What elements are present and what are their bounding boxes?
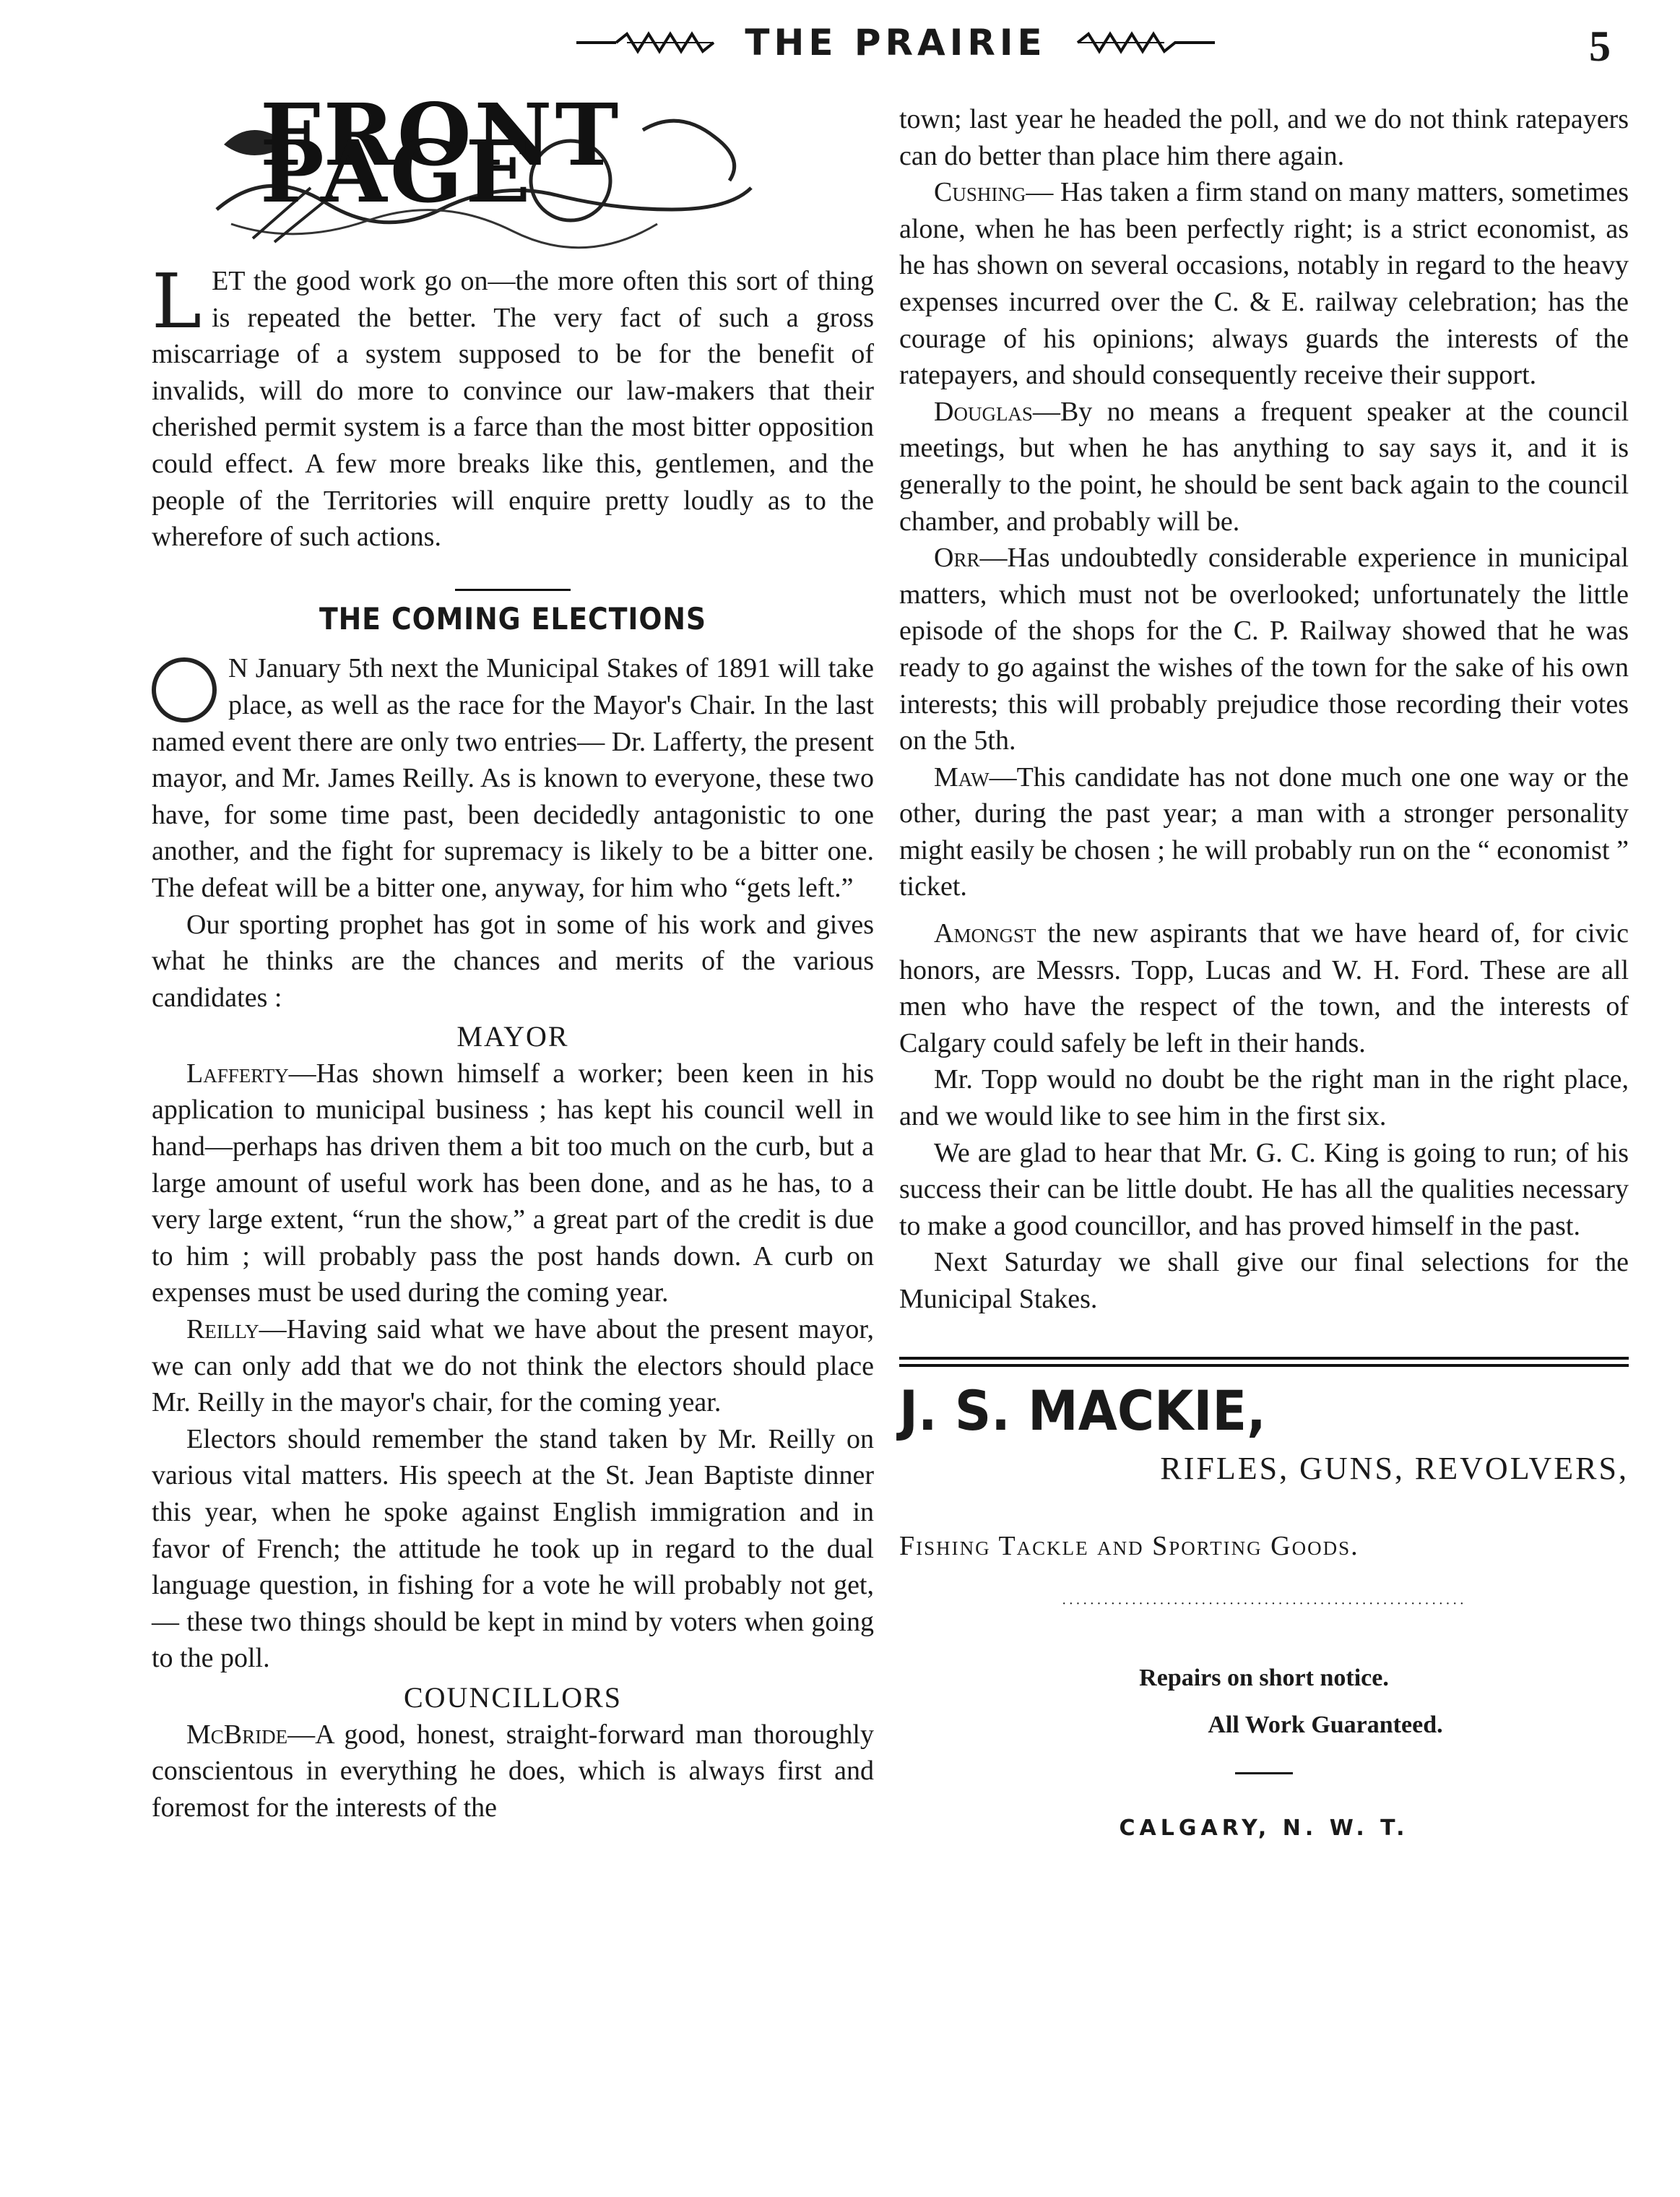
orr-text: —Has undoubtedly considerable experience in municipal matters, which must not be overlooked; unfortunately the little episode of the shops for the C. P. Railway showed that he was ready to go against the wishes of the town for the sake of his own interests; this will probably prejudice those recording their votes on the 5th. (899, 543, 1629, 756)
mcbride-continued: town; last year he headed the poll, and we do not think ratepayers can do better than place him there again. (899, 104, 1629, 171)
advertisement (899, 1357, 1629, 1847)
ad-rule-bottom (899, 1364, 1629, 1367)
sporting-prophet-paragraph: Our sporting prophet has got in some of his work and gives what he thinks are the chances and merits of the various candidates : (152, 909, 874, 1013)
ad-fishing-line: Fishing Tackle and Sporting Goods. (899, 1530, 1359, 1561)
orr-name: Orr (934, 543, 980, 574)
councillors-subhead: COUNCILLORS (403, 1680, 623, 1714)
masthead-title: THE PRAIRIE (745, 22, 1047, 64)
elections-intro-text: N January 5th next the Municipal Stakes of 1891 will take place, as well as the race for the Mayor's Chair. In the last named event there are only two entries— Dr. Lafferty, the present mayor, and Mr. James Reilly. As is known to everyone, these two have, for some time past, been decidedly antagonistic to one another, and the fight for supremacy is likely to be a bitter one. The defeat will be a bitter one, anyway, for him who “gets left.” (152, 653, 874, 903)
mcbride-paragraph (152, 1717, 874, 1826)
mcbride-name: McBride (186, 1719, 288, 1750)
amongst-name: Amongst (934, 918, 1036, 949)
amongst-text: the new aspirants that we have heard of, for civic honors, are Messrs. Topp, Lucas and W. H. Ford. These are all men who have the respect of the town, and the interests of Calgary could safely be left in their hands. (899, 918, 1629, 1058)
next-saturday-paragraph: Next Saturday we shall give our final selections for the Municipal Stakes. (899, 1247, 1629, 1314)
king-paragraph: We are glad to hear that Mr. G. C. King is going to run; of his success their can be little doubt. He has all the qualities necessary to make a good councillor, and has proved himself in the past. (899, 1137, 1629, 1241)
cushing-paragraph (899, 174, 1629, 394)
electors-paragraph: Electors should remember the stand taken by Mr. Reilly on various vital matters. His speech at the St. Jean Baptiste dinner this year, when he spoke against English immigration and in favor of French; the attitude he took up in regard to the dual language question, in fishing for a vote he will probably not get,— these two things should be kept in mind by voters when going to the poll. (152, 1423, 874, 1674)
douglas-text: —By no means a frequent speaker at the council meetings, but when he has anything to say says it, and it is generally to the point, he should be sent back again to the council chamber, and probably will be. (899, 396, 1629, 537)
ad-rifles-line: RIFLES, GUNS, REVOLVERS, (1160, 1451, 1629, 1487)
ad-location: CALGARY, N. W. T. (1119, 1816, 1409, 1842)
front-page-logo (209, 85, 758, 253)
reilly-name: Reilly (186, 1314, 259, 1345)
left-ornament-icon (573, 28, 724, 57)
mcbride-text: —A good, honest, straight-forward man thoroughly conscientous in everything he does, which is always first and foremost for the interests of the (152, 1719, 874, 1823)
maw-paragraph (899, 759, 1629, 905)
page-header (534, 22, 1257, 79)
ad-name: J. S. MACKIE, (899, 1378, 1266, 1443)
lafferty-paragraph (152, 1056, 874, 1311)
reilly-paragraph (152, 1311, 874, 1421)
elections-heading: THE COMING ELECTIONS (319, 600, 707, 636)
reilly-text: —Having said what we have about the present mayor, we can only add that we do not think the electors should place Mr. Reilly in the mayor's chair, for the coming year. (152, 1314, 874, 1418)
ad-dotted-divider: ·························································· (1061, 1596, 1467, 1613)
dropcap-l: L (152, 257, 202, 345)
elections-intro-paragraph (152, 650, 874, 906)
left-column (152, 85, 874, 1826)
cushing-name: Cushing (934, 177, 1026, 208)
ad-guarantee: All Work Guaranteed. (1208, 1711, 1443, 1738)
right-ornament-icon (1067, 28, 1218, 57)
ad-rule-top (899, 1357, 1629, 1360)
intro-paragraph (152, 257, 874, 556)
lafferty-text: —Has shown himself a worker; been keen in his application to municipal business ; has kept his council well in hand—perhaps has driven them a bit too much on the curb, but a large amount of useful work has been done, and as he has, to a very large extent, “run the show,” a great part of the credit is due to him ; will probably pass the post hands down. A curb on expenses must be used during the coming year. (152, 1058, 874, 1308)
intro-text: ET the good work go on—the more often this sort of thing is repeated the better. The very fact of such a gross miscarriage of a system supposed to be for the benefit of invalids, will do more to convince our law-makers that their cherished permit system is a farce than the most bitter opposition could effect. A few more breaks like this, gentlemen, and the people of the Territories will enquire pretty loudly as to the wherefore of such actions. (152, 266, 874, 553)
ad-short-rule (1235, 1772, 1293, 1774)
douglas-name: Douglas (934, 396, 1033, 427)
topp-paragraph: Mr. Topp would no doubt be the right man in the right place, and we would like to see him in the first six. (899, 1064, 1629, 1132)
dropcap-o-icon (152, 657, 217, 722)
orr-paragraph (899, 540, 1629, 759)
page-number: 5 (1589, 22, 1611, 70)
logo-text: FRONT PAGE (260, 85, 622, 222)
maw-name: Maw (934, 761, 990, 793)
heading-rule (455, 589, 571, 591)
maw-text: —This candidate has not done much one one way or the other, during the past year; a man with a stronger personality might easily be chosen ; he will probably run on the “ economist ” ticket. (899, 761, 1629, 902)
ad-repairs: Repairs on short notice. (1139, 1664, 1389, 1691)
mayor-subhead: MAYOR (456, 1020, 569, 1053)
douglas-paragraph (899, 394, 1629, 540)
amongst-paragraph (899, 915, 1629, 1061)
lafferty-name: Lafferty (186, 1058, 289, 1089)
cushing-text: — Has taken a firm stand on many matters, sometimes alone, when he has been perfectly right; is a strict economist, as he has shown on several occasions, notably in regard to the heavy expenses incurred over the C. & E. railway celebration; has the courage of his opinions; always guards the interests of the ratepayers, and should consequently receive their support. (899, 177, 1629, 391)
right-column (899, 101, 1629, 1847)
